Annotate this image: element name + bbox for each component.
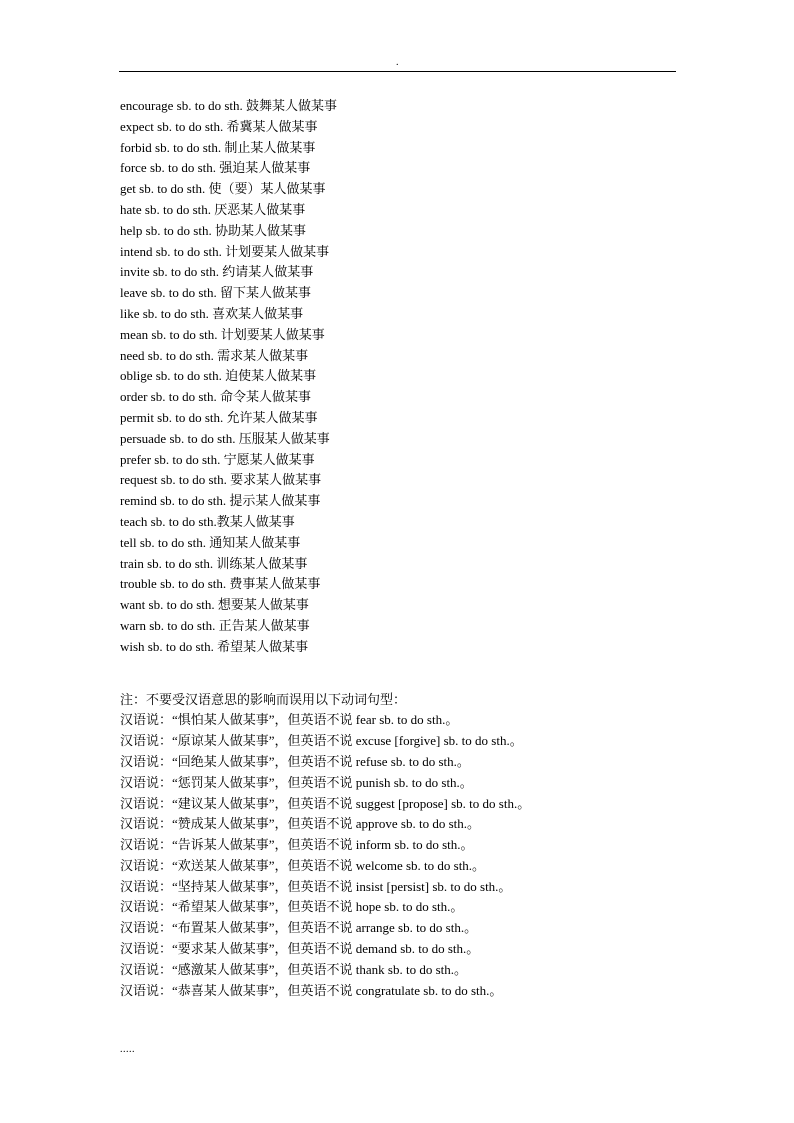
note-item: 汉语说：“布置某人做某事”，但英语不说 arrange sb. to do sth.。	[120, 920, 478, 936]
verb-entry: permit sb. to do sth. 允许某人做某事	[120, 409, 318, 425]
note-heading: 注：不要受汉语意思的影响而误用以下动词句型：	[120, 691, 407, 707]
document-body	[120, 96, 680, 1001]
verb-entry: warn sb. to do sth. 正告某人做某事	[120, 617, 310, 633]
verb-entry: need sb. to do sth. 需求某人做某事	[120, 347, 309, 363]
section-gap	[120, 658, 680, 690]
note-item: 汉语说：“原谅某人做某事”，但英语不说 excuse [forgive] sb. to do sth.。	[120, 733, 523, 749]
header-mark: .	[396, 57, 399, 68]
verb-list	[120, 96, 680, 658]
note-item: 汉语说：“赞成某人做某事”，但英语不说 approve sb. to do sth.。	[120, 816, 481, 832]
note-item: 汉语说：“恭喜某人做某事”，但英语不说 congratulate sb. to do sth.。	[120, 982, 503, 998]
verb-entry: invite sb. to do sth. 约请某人做某事	[120, 264, 314, 280]
verb-entry: wish sb. to do sth. 希望某人做某事	[120, 638, 309, 654]
verb-entry: expect sb. to do sth. 希冀某人做某事	[120, 118, 318, 134]
note-item: 汉语说：“要求某人做某事”，但英语不说 demand sb. to do sth.。	[120, 941, 480, 957]
verb-entry: force sb. to do sth. 强迫某人做某事	[120, 160, 311, 176]
note-item: 汉语说：“感激某人做某事”，但英语不说 thank sb. to do sth.。	[120, 961, 468, 977]
note-item: 汉语说：“惩罚某人做某事”，但英语不说 punish sb. to do sth.。	[120, 774, 473, 790]
verb-entry: remind sb. to do sth. 提示某人做某事	[120, 493, 321, 509]
verb-entry: get sb. to do sth. 使（要）某人做某事	[120, 181, 326, 197]
note-item: 汉语说：“回绝某人做某事”，但英语不说 refuse sb. to do sth.。	[120, 753, 470, 769]
note-item: 汉语说：“建议某人做某事”，但英语不说 suggest [propose] sb. to do sth.。	[120, 795, 531, 811]
note-item: 汉语说：“告诉某人做某事”，但英语不说 inform sb. to do sth.。	[120, 837, 474, 853]
note-item: 汉语说：“坚持某人做某事”，但英语不说 insist [persist] sb. to do sth.。	[120, 878, 512, 894]
verb-entry: teach sb. to do sth.教某人做某事	[120, 513, 295, 529]
note-item: 汉语说：“希望某人做某事”，但英语不说 hope sb. to do sth.。	[120, 899, 464, 915]
verb-entry: persuade sb. to do sth. 压服某人做某事	[120, 430, 330, 446]
verb-entry: want sb. to do sth. 想要某人做某事	[120, 597, 309, 613]
verb-entry: prefer sb. to do sth. 宁愿某人做某事	[120, 451, 315, 467]
verb-entry: trouble sb. to do sth. 费事某人做某事	[120, 576, 321, 592]
header-rule	[119, 71, 676, 72]
verb-entry: leave sb. to do sth. 留下某人做某事	[120, 285, 312, 301]
verb-entry: forbid sb. to do sth. 制止某人做某事	[120, 139, 316, 155]
note-item: 汉语说：“欢送某人做某事”，但英语不说 welcome sb. to do sth.。	[120, 857, 486, 873]
verb-entry: encourage sb. to do sth. 鼓舞某人做某事	[120, 98, 338, 113]
verb-entry: tell sb. to do sth. 通知某人做某事	[120, 534, 301, 550]
verb-entry: order sb. to do sth. 命令某人做某事	[120, 389, 312, 405]
verb-entry: request sb. to do sth. 要求某人做某事	[120, 472, 322, 488]
verb-entry: hate sb. to do sth. 厌恶某人做某事	[120, 201, 306, 217]
footer-mark: .....	[120, 1044, 135, 1055]
verb-entry: oblige sb. to do sth. 迫使某人做某事	[120, 368, 317, 384]
verb-entry: like sb. to do sth. 喜欢某人做某事	[120, 305, 304, 321]
verb-entry: train sb. to do sth. 训练某人做某事	[120, 555, 308, 571]
verb-entry: help sb. to do sth. 协助某人做某事	[120, 222, 306, 238]
usage-note	[120, 690, 680, 1002]
verb-entry: intend sb. to do sth. 计划要某人做某事	[120, 243, 330, 259]
note-item: 汉语说：“惧怕某人做某事”，但英语不说 fear sb. to do sth.。	[120, 712, 459, 728]
verb-entry: mean sb. to do sth. 计划要某人做某事	[120, 326, 325, 342]
